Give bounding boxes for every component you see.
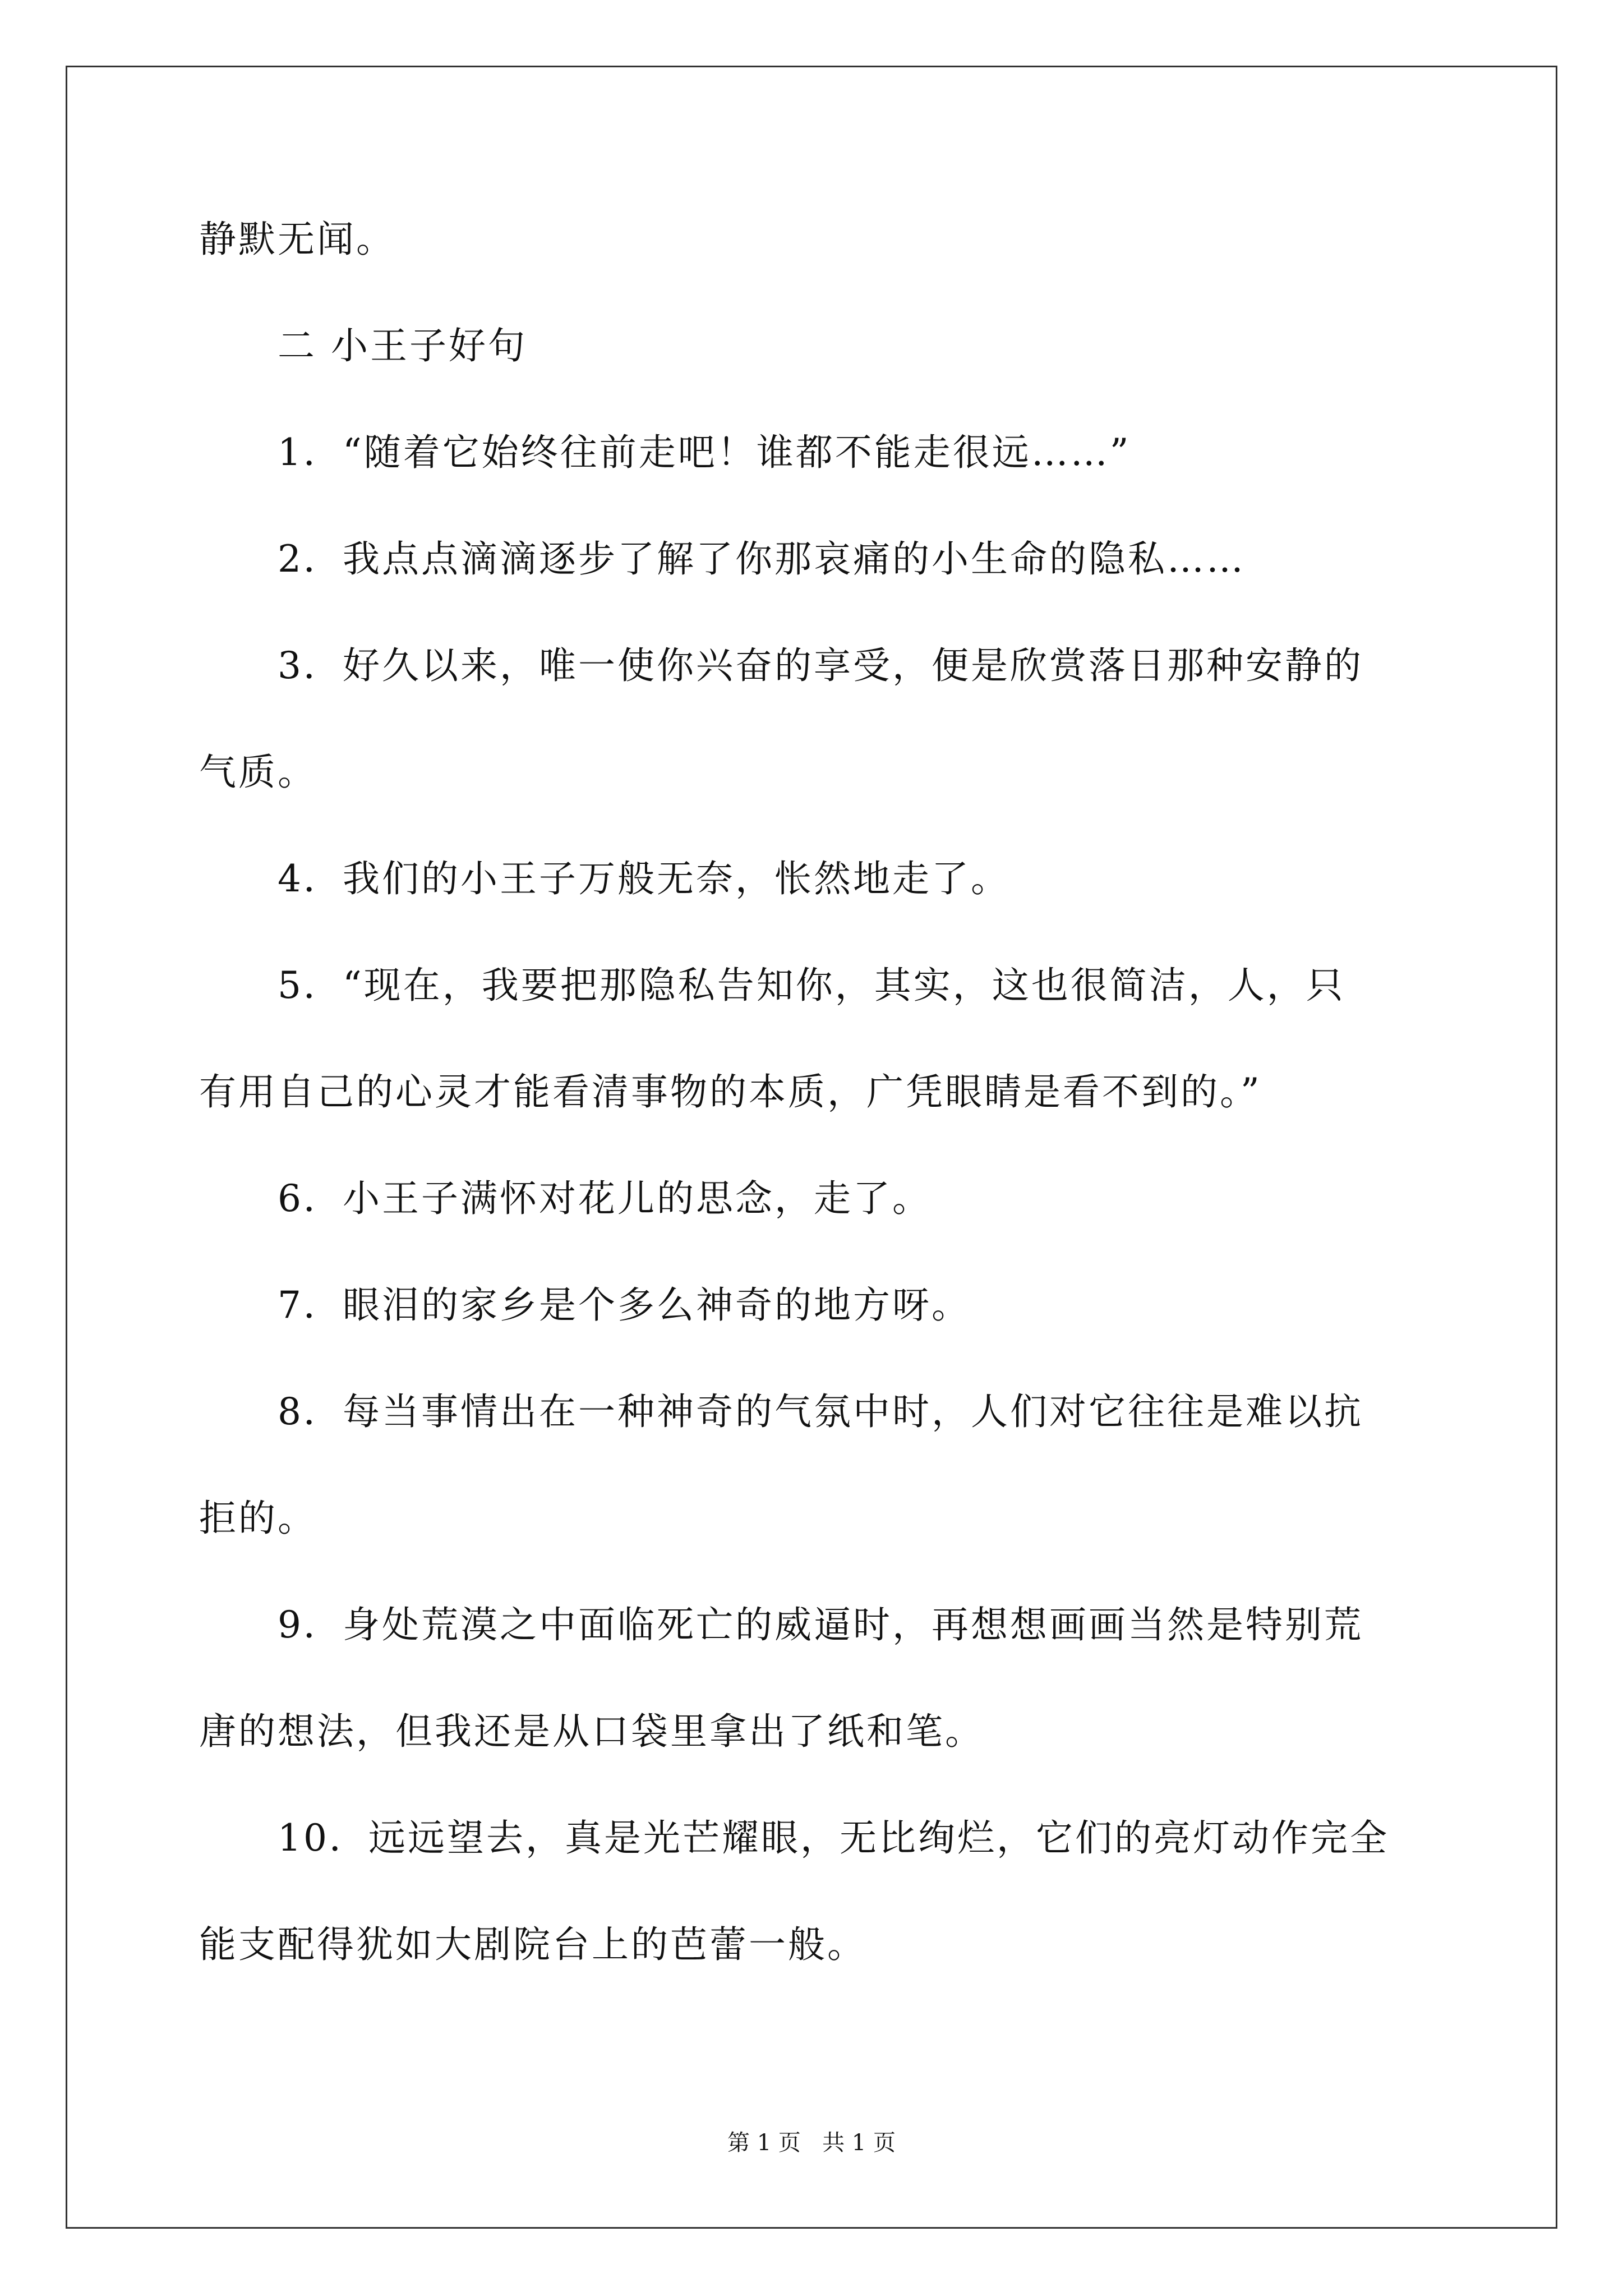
- text-line: 5．“现在，我要把那隐私告知你，其实，这也很简洁，人，只: [278, 964, 1345, 1007]
- text-line: 1．“随着它始终往前走吧！谁都不能走很远……”: [278, 431, 1131, 474]
- text-line: 静默无闻。: [199, 218, 395, 261]
- text-line: 3．好久以来，唯一使你兴奋的享受，便是欣赏落日那种安静的: [278, 644, 1363, 687]
- text-line: 7．眼泪的家乡是个多么神奇的地方呀。: [278, 1283, 971, 1327]
- text-line: 9．身处荒漠之中面临死亡的威逼时，再想想画画当然是特别荒: [278, 1603, 1363, 1646]
- text-line: 2．我点点滴滴逐步了解了你那哀痛的小生命的隐私……: [278, 537, 1246, 581]
- text-line: 拒的。: [199, 1497, 317, 1540]
- text-line: 6．小王子满怀对花儿的思念，走了。: [278, 1177, 932, 1220]
- text-line: 8．每当事情出在一种神奇的气氛中时，人们对它往往是难以抗: [278, 1390, 1363, 1433]
- text-line: 唐的想法，但我还是从口袋里拿出了纸和笔。: [199, 1710, 984, 1753]
- section-heading: 二 小王子好句: [278, 324, 527, 367]
- text-line: 有用自己的心灵才能看清事物的本质，广凭眼睛是看不到的。”: [199, 1070, 1262, 1114]
- text-line: 气质。: [199, 751, 317, 794]
- page-border: [66, 66, 1557, 2229]
- text-line: 4．我们的小王子万般无奈，怅然地走了。: [278, 857, 1010, 900]
- page-footer: 第 1 页 共 1 页: [727, 2130, 896, 2156]
- text-line: 10．远远望去，真是光芒耀眼，无比绚烂，它们的亮灯动作完全: [278, 1816, 1389, 1860]
- text-line: 能支配得犹如大剧院台上的芭蕾一般。: [199, 1923, 866, 1966]
